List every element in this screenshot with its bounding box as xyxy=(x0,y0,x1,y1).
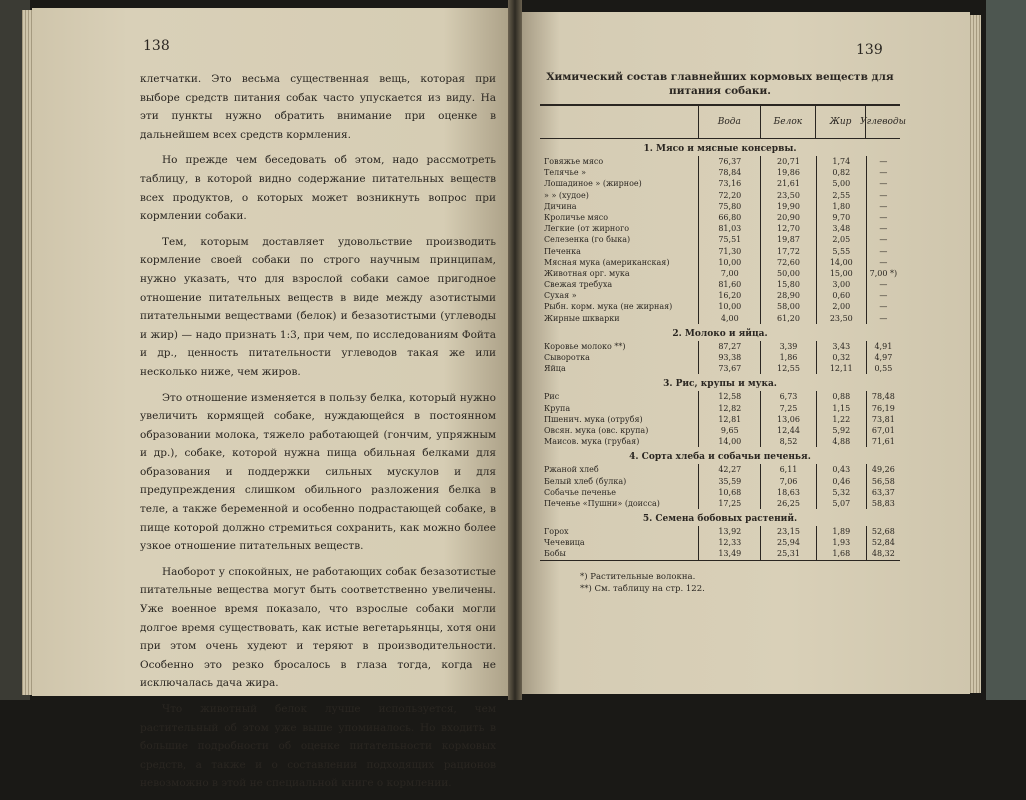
fat-cell: 1,22 xyxy=(817,414,867,425)
water-cell: 17,25 xyxy=(699,498,761,509)
water-cell: 12,58 xyxy=(699,391,761,402)
carbs-cell: — xyxy=(879,313,888,323)
food-name-cell: Ржаной хлеб xyxy=(540,464,699,475)
fat-cell: 23,50 xyxy=(817,313,867,324)
fat-cell: 3,48 xyxy=(817,223,867,234)
carbs-cell: — xyxy=(879,190,888,200)
right-page-number: 139 xyxy=(856,42,883,58)
fat-cell: 0,46 xyxy=(817,476,867,487)
composition-table xyxy=(540,70,906,595)
water-cell: 72,20 xyxy=(699,190,761,201)
carbs-cell: — xyxy=(879,201,888,211)
carbs-cell: 4,97 xyxy=(874,353,893,362)
fat-cell: 5,55 xyxy=(817,246,867,257)
carbs-cell: 49,26 xyxy=(871,465,895,475)
carbs-cell: — xyxy=(879,157,888,166)
carbs-cell: — xyxy=(879,302,888,312)
fat-cell: 2,55 xyxy=(817,190,867,201)
table-body xyxy=(540,144,900,560)
table-row xyxy=(540,464,900,475)
table-row xyxy=(540,156,900,167)
fat-cell: 0,32 xyxy=(817,352,867,363)
water-cell: 71,30 xyxy=(699,246,761,257)
table-row xyxy=(540,403,900,414)
protein-cell: 19,86 xyxy=(761,167,817,178)
table-row xyxy=(540,414,900,425)
table-row xyxy=(540,268,900,279)
table-row xyxy=(540,313,900,324)
protein-cell: 72,60 xyxy=(761,257,817,268)
carbs-cell: 56,58 xyxy=(871,476,895,486)
left-page-number: 138 xyxy=(143,38,170,54)
carbs-cell: 0,55 xyxy=(874,364,893,374)
food-name-cell: Дичина xyxy=(540,201,699,212)
food-name-cell: Селезенка (го быка) xyxy=(540,234,699,245)
left-page-text xyxy=(140,70,496,800)
fat-cell: 1,89 xyxy=(817,526,867,537)
section-title: 5. Семена бобовых растений. xyxy=(642,514,798,525)
table-row xyxy=(540,436,900,447)
table-row xyxy=(540,425,900,436)
protein-cell: 12,44 xyxy=(761,425,817,436)
table-row xyxy=(540,548,900,559)
table-row xyxy=(540,363,900,374)
fat-cell: 12,11 xyxy=(817,363,867,374)
food-name-cell: » » (худое) xyxy=(540,190,699,201)
water-cell: 12,82 xyxy=(699,403,761,414)
table-row xyxy=(540,301,900,312)
paragraph-6: Что животный белок лучше используется, чем растительный об этом уже выше упоминалось. Но входить в большие подробности об оценке питательности кормовых средств, а также и о составлении подходящих рационов невозможно в этой не специальной книге о кормлении. xyxy=(140,703,496,790)
table-header xyxy=(540,106,906,138)
water-cell: 35,59 xyxy=(699,476,761,487)
fat-cell: 3,43 xyxy=(817,341,867,352)
fat-cell: 5,07 xyxy=(817,498,867,509)
carbs-cell: — xyxy=(879,212,888,222)
protein-cell: 21,61 xyxy=(761,178,817,189)
water-cell: 16,20 xyxy=(699,290,761,301)
paragraph-3: Тем, которым доставляет удовольствие производить кормление своей собаки по строго научным принципам, нужно указать, что для взрослой собаки самое пригодное отношение питательных веществ в виде между азотистыми питательными веществами (белок) и безазотистыми (углеводы и жир) — надо признать 1:3, при чем, по исследованиям Фойта и др., ценность питательности углеводов такая же или несколько ниже, чем жиров. xyxy=(140,235,496,378)
protein-cell: 15,80 xyxy=(761,279,817,290)
food-name-cell: Маисов. мука (грубая) xyxy=(540,436,699,447)
footnote-2: **) См. таблицу на стр. 122. xyxy=(580,583,705,594)
water-cell: 87,27 xyxy=(699,341,761,352)
table-row xyxy=(540,526,900,537)
water-cell: 66,80 xyxy=(699,212,761,223)
food-name-cell: Горох xyxy=(540,526,699,537)
food-name-cell: Жирные шкварки xyxy=(540,313,699,324)
food-name-cell: Рыбн. корм. мука (не жирная) xyxy=(540,301,699,312)
protein-cell: 13,06 xyxy=(761,414,817,425)
fat-cell: 0,43 xyxy=(817,464,867,475)
food-name-cell: Кроличье мясо xyxy=(540,212,699,223)
table-row xyxy=(540,201,900,212)
table-row xyxy=(540,167,900,178)
table-row xyxy=(540,498,900,509)
water-cell: 93,38 xyxy=(699,352,761,363)
protein-cell: 25,94 xyxy=(761,537,817,548)
protein-cell: 6,73 xyxy=(761,391,817,402)
book-gutter xyxy=(508,0,522,700)
fat-cell: 9,70 xyxy=(817,212,867,223)
carbs-cell: — xyxy=(879,291,888,301)
water-cell: 12,81 xyxy=(699,414,761,425)
carbs-cell: 63,37 xyxy=(871,487,895,497)
protein-cell: 26,25 xyxy=(761,498,817,509)
food-name-cell: Телячье » xyxy=(540,167,699,178)
protein-cell: 19,90 xyxy=(761,201,817,212)
water-cell: 10,00 xyxy=(699,257,761,268)
fat-cell: 0,60 xyxy=(817,290,867,301)
fat-cell: 1,15 xyxy=(817,403,867,414)
protein-cell: 18,63 xyxy=(761,487,817,498)
fat-cell: 1,68 xyxy=(817,548,867,559)
table-row xyxy=(540,341,900,352)
book-cover-right xyxy=(986,0,1026,700)
section-title: 4. Сорта хлеба и собачьи печенья. xyxy=(629,452,811,463)
protein-cell: 20,90 xyxy=(761,212,817,223)
carbs-cell: — xyxy=(879,179,888,189)
fat-cell: 1,74 xyxy=(817,156,867,167)
table-row xyxy=(540,190,900,201)
water-cell: 81,60 xyxy=(699,279,761,290)
carbs-cell: 67,01 xyxy=(871,425,895,435)
table-header-rule xyxy=(540,138,900,139)
paragraph-2: Но прежде чем беседовать об этом, надо рассмотреть таблицу, в которой видно содержание питательных веществ всех продуктов, о которых может возникнуть вопрос при кормлении собаки. xyxy=(140,154,496,223)
protein-cell: 12,70 xyxy=(761,223,817,234)
section-title: 2. Молоко и яйца. xyxy=(672,328,768,339)
fat-cell: 0,82 xyxy=(817,167,867,178)
fat-cell: 2,00 xyxy=(817,301,867,312)
food-name-cell: Сухая » xyxy=(540,290,699,301)
fat-cell: 5,92 xyxy=(817,425,867,436)
table-row xyxy=(540,391,900,402)
food-name-cell: Крупа xyxy=(540,403,699,414)
carbs-cell: 52,68 xyxy=(871,527,895,537)
table-row xyxy=(540,257,900,268)
water-cell: 12,33 xyxy=(699,537,761,548)
carbs-cell: — xyxy=(879,168,888,178)
fat-cell: 4,88 xyxy=(817,436,867,447)
table-row xyxy=(540,279,900,290)
table-row xyxy=(540,487,900,498)
food-name-cell: Свежая требуха xyxy=(540,279,699,290)
food-name-cell: Яйца xyxy=(540,363,699,374)
paragraph-1: клетчатки. Это весьма существенная вещь, которая при выборе средств питания собак часто упускается из виду. На эти пункты нужно обратить внимание при оценке в дальнейшем всех средств кормления. xyxy=(140,73,496,141)
protein-cell: 58,00 xyxy=(761,301,817,312)
water-cell: 14,00 xyxy=(699,436,761,447)
water-cell: 10,68 xyxy=(699,487,761,498)
protein-cell: 8,52 xyxy=(761,436,817,447)
carbs-cell: — xyxy=(879,235,888,245)
food-name-cell: Овсян. мука (овс. крупа) xyxy=(540,425,699,436)
fat-cell: 5,00 xyxy=(817,178,867,189)
water-cell: 4,00 xyxy=(699,313,761,324)
protein-cell: 23,15 xyxy=(761,526,817,537)
table-row xyxy=(540,234,900,245)
food-name-cell: Чечевица xyxy=(540,537,699,548)
food-name-cell: Пшенич. мука (отрубя) xyxy=(540,414,699,425)
paragraph-5: Наоборот у спокойных, не работающих собак безазотистые питательные вещества могут быть соответственно увеличены. Уже военное время показало, что взрослые собаки могли долгое время существовать, как истые вегетарьянцы, хотя они при этом очень худеют и теряют в производительности. Особенно это резко бросалось в глаза тогда, когда не исключалась дача жира. xyxy=(140,565,496,690)
food-name-cell: Говяжье мясо xyxy=(540,156,699,167)
food-name-cell: Коровье молоко **) xyxy=(540,341,699,352)
table-title: Химический состав главнейших кормовых веществ для питания собаки. xyxy=(546,71,894,97)
carbs-cell: 71,61 xyxy=(871,437,895,447)
food-name-cell: Животная орг. мука xyxy=(540,268,699,279)
protein-cell: 20,71 xyxy=(761,156,817,167)
food-name-cell: Сыворотка xyxy=(540,352,699,363)
table-row xyxy=(540,537,900,548)
water-cell: 73,67 xyxy=(699,363,761,374)
table-row xyxy=(540,223,900,234)
food-name-cell: Печенка xyxy=(540,246,699,257)
protein-cell: 7,06 xyxy=(761,476,817,487)
table-bottom-rule xyxy=(540,560,900,561)
food-name-cell: Мясная мука (американская) xyxy=(540,257,699,268)
protein-cell: 17,72 xyxy=(761,246,817,257)
water-cell: 76,37 xyxy=(699,156,761,167)
fat-cell: 15,00 xyxy=(817,268,867,279)
protein-cell: 6,11 xyxy=(761,464,817,475)
food-name-cell: Белый хлеб (булка) xyxy=(540,476,699,487)
table-row xyxy=(540,212,900,223)
protein-cell: 12,55 xyxy=(761,363,817,374)
header-water: Вода xyxy=(698,106,760,138)
food-name-cell: Легкие (от жирного xyxy=(540,223,699,234)
protein-cell: 25,31 xyxy=(761,548,817,559)
fat-cell: 1,80 xyxy=(817,201,867,212)
footnotes xyxy=(540,571,900,595)
protein-cell: 7,25 xyxy=(761,403,817,414)
water-cell: 13,49 xyxy=(699,548,761,559)
protein-cell: 50,00 xyxy=(761,268,817,279)
fat-cell: 3,00 xyxy=(817,279,867,290)
carbs-cell: 48,32 xyxy=(871,549,895,559)
food-name-cell: Бобы xyxy=(540,548,699,559)
carbs-cell: 7,00 *) xyxy=(869,268,898,278)
footnote-1: *) Растительные волокна. xyxy=(580,571,696,582)
water-cell: 81,03 xyxy=(699,223,761,234)
header-carbs: Углеводы xyxy=(865,106,900,138)
food-name-cell: Лошадиное » (жирное) xyxy=(540,178,699,189)
table-row xyxy=(540,246,900,257)
table-row xyxy=(540,476,900,487)
protein-cell: 61,20 xyxy=(761,313,817,324)
food-name-cell: Рис xyxy=(540,391,699,402)
section-title: 1. Мясо и мясные консервы. xyxy=(643,144,797,154)
carbs-cell: 52,84 xyxy=(871,538,895,548)
fat-cell: 1,93 xyxy=(817,537,867,548)
section-title: 3. Рис, крупы и мука. xyxy=(663,379,777,390)
water-cell: 75,51 xyxy=(699,234,761,245)
table-row xyxy=(540,352,900,363)
carbs-cell: 58,83 xyxy=(871,498,895,508)
water-cell: 78,84 xyxy=(699,167,761,178)
paragraph-4: Это отношение изменяется в пользу белка, который нужно увеличить кормящей собаке, нуждающейся в постоянном образовании молока, тяжело работающей (гончим, упряжным и др.), собаке, которой нужна пища обильная белками для образования и поддержки сильных мускулов и для предупреждения слишком обильного разложения белка в теле, а также беременной и особенно подрастающей собаке, в пище которой должно стремиться сохранить, как можно более узкое отношение питательных веществ. xyxy=(140,391,496,553)
carbs-cell: 4,91 xyxy=(874,341,893,351)
table-row xyxy=(540,290,900,301)
water-cell: 10,00 xyxy=(699,301,761,312)
fat-cell: 5,32 xyxy=(817,487,867,498)
fat-cell: 14,00 xyxy=(817,257,867,268)
table-row xyxy=(540,178,900,189)
carbs-cell: — xyxy=(879,246,888,256)
carbs-cell: 78,48 xyxy=(871,392,895,402)
water-cell: 75,80 xyxy=(699,201,761,212)
header-fat: Жир xyxy=(815,106,865,138)
carbs-cell: 76,19 xyxy=(871,403,895,413)
carbs-cell: 73,81 xyxy=(871,414,895,424)
fat-cell: 0,88 xyxy=(817,391,867,402)
header-protein: Белок xyxy=(760,106,816,138)
water-cell: 42,27 xyxy=(699,464,761,475)
fat-cell: 2,05 xyxy=(817,234,867,245)
water-cell: 7,00 xyxy=(699,268,761,279)
protein-cell: 28,90 xyxy=(761,290,817,301)
carbs-cell: — xyxy=(879,224,888,234)
carbs-cell: — xyxy=(879,280,888,290)
protein-cell: 3,39 xyxy=(761,341,817,352)
protein-cell: 19,87 xyxy=(761,234,817,245)
protein-cell: 1,86 xyxy=(761,352,817,363)
carbs-cell: — xyxy=(879,257,888,267)
water-cell: 13,92 xyxy=(699,526,761,537)
food-name-cell: Собачье печенье xyxy=(540,487,699,498)
water-cell: 73,16 xyxy=(699,178,761,189)
food-name-cell: Печенье «Пушни» (доисса) xyxy=(540,498,699,509)
header-blank xyxy=(540,106,698,138)
water-cell: 9,65 xyxy=(699,425,761,436)
protein-cell: 23,50 xyxy=(761,190,817,201)
